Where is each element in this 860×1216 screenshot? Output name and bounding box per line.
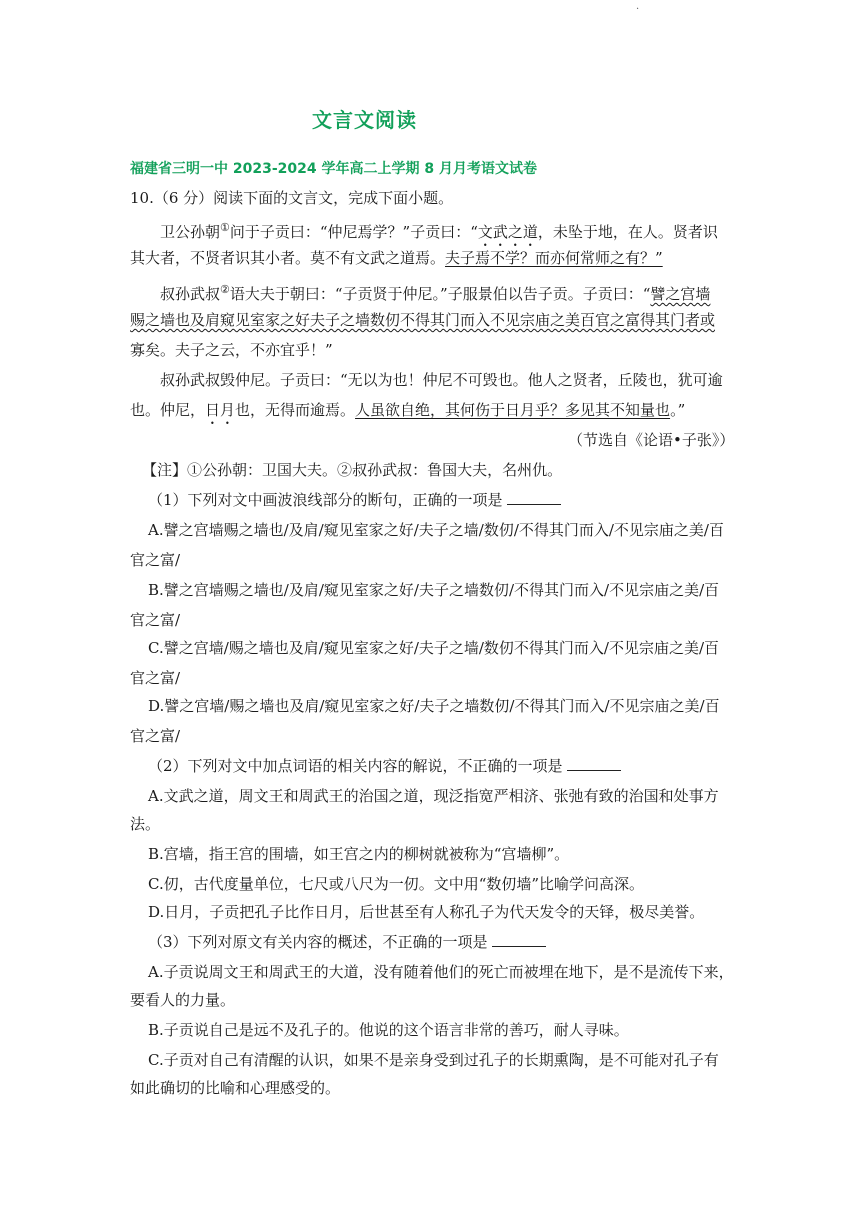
sq1-option-a-line1: A.譬之宫墙赐之墙也/及肩/窥见室家之好/夫子之墙/数仞/不得其门而入/不见宗庙之美/百 [148,521,724,539]
footnote-1-marker: ① [220,221,230,234]
dotted-term-wenwu: 文武之道 [477,223,538,241]
exam-source: 福建省三明一中 2023-2024 学年高二上学期 8 月月考语文试卷 [130,161,537,177]
sq3-option-a-line1: A.子贡说周文王和周武王的大道，没有随着他们的死亡而被埋在地下，是不是流传下来， [148,963,734,981]
passage-citation: （节选自《论语•子张》） [568,431,735,449]
p3-line2-text-c: 。” [670,401,686,419]
question-stem: 10.（6 分）阅读下面的文言文，完成下面小题。 [130,189,454,207]
passage-p3-line1: 叔孙武叔毁仲尼。子贡曰：“无以为也！仲尼不可毁也。他人之贤者，丘陵也，犹可逾 [160,371,723,389]
note-2-mark: ② [337,461,353,479]
sq3-option-b: B.子贡说自己是远不及孔子的。他说的这个语言非常的善巧，耐人寻味。 [148,1021,629,1039]
passage-p1-line2 [130,248,663,268]
sub-question-3-prompt [148,932,546,952]
p3-line2-text-a: 也。仲尼， [130,401,206,419]
passage-p2-line1 [160,280,710,304]
sub-question-2-text: （2）下列对文中加点词语的相关内容的解说，不正确的一项是 [148,757,563,775]
sq1-option-d-line1: D.譬之宫墙/赐之墙也及肩/窥见室家之好/夫子之墙数仞/不得其门而入/不见宗庙之美/百 [148,697,720,715]
answer-blank-2[interactable] [567,756,621,771]
sq1-option-c-line2: 官之富/ [130,669,181,687]
sq3-option-c-line2: 如此确切的比喻和心理感受的。 [130,1079,341,1097]
note-1-mark: ① [187,461,203,479]
sub-question-3-text: （3）下列对原文有关内容的概述，不正确的一项是 [148,933,488,951]
dotted-term-riyue: 日月 [205,401,236,419]
answer-blank-3[interactable] [492,932,546,947]
passage-p1-line1 [160,218,718,250]
sq1-option-b-line2: 官之富/ [130,611,181,629]
p3-line2-text-b: 也，无得而逾焉。 [235,401,356,419]
sq2-option-b: B.宫墙，指王宫的围墙，如王宫之内的柳树就被称为“宫墙柳”。 [148,845,570,863]
passage-p2-line3: 寡矣。夫子之云，不亦宜乎！” [130,341,333,359]
sq3-option-a-line2: 要看人的力量。 [130,991,236,1009]
sub-question-2-prompt [148,756,621,776]
sq2-option-a-line2: 法。 [130,815,161,833]
sq3-option-c-line1: C.子贡对自己有清醒的认识，如果不是亲身受到过孔子的长期熏陶，是不可能对孔子有 [148,1051,719,1069]
footnotes [142,460,562,480]
answer-blank-1[interactable] [507,490,561,505]
passage-p2-line2 [130,310,715,330]
underlined-sentence-2: 人虽欲自绝，其何伤于日月乎？多见其不知量也 [355,401,671,419]
sq1-option-d-line2: 官之富/ [130,727,181,745]
p2-text-a: 叔孙武叔 [160,285,221,303]
sub-question-1-text: （1）下列对文中画波浪线部分的断句，正确的一项是 [148,491,503,509]
note-2-text: 叔孙武叔：鲁国大夫，名州仇。 [352,461,563,479]
wavy-line-start: 譬之宫墙 [650,285,711,303]
sq2-option-d: D.日月，子贡把孔子比作日月，后世甚至有人称孔子为代天发令的天铎，极尽美誉。 [148,903,705,921]
sq2-option-c: C.仞，古代度量单位，七尺或八尺为一仞。文中用“数仞墙”比喻学问高深。 [148,875,645,893]
page-title: 文言文阅读 [312,108,417,132]
sub-question-1-prompt [148,490,561,510]
p1-text-a: 卫公孙朝 [160,223,221,241]
p1-text-b: 问于子贡曰：“仲尼焉学？”子贡曰：“ [229,223,478,241]
underlined-sentence-1: 夫子焉不学？而亦何常师之有？” [445,249,663,267]
p1-text-c: ，未坠于地，在人。贤者识 [537,223,718,241]
sq1-option-a-line2: 官之富/ [130,551,181,569]
header-mark: · [636,4,640,15]
p1-line2-text: 其大者，不贤者识其小者。莫不有文武之道焉。 [130,249,446,267]
sq1-option-b-line1: B.譬之宫墙赐之墙也/及肩/窥见室家之好/夫子之墙数仞/不得其门而入/不见宗庙之美/百 [148,581,720,599]
sq2-option-a-line1: A.文武之道，周文王和周武王的治国之道，现泛指宽严相济、张弛有致的治国和处事方 [148,787,719,805]
sq1-option-c-line1: C.譬之宫墙/赐之墙也及肩/窥见室家之好/夫子之墙/数仞不得其门而入/不见宗庙之美/百 [148,639,720,657]
footnote-2-marker: ② [220,283,230,296]
p2-text-b: 语大夫于朝曰：“子贡贤于仲尼。”子服景伯以告子贡。子贡曰：“ [229,285,651,303]
note-1-text: 公孙朝：卫国大夫。 [202,461,338,479]
note-label: 【注】 [142,461,188,479]
passage-p3-line2 [130,400,685,428]
wavy-line-sentence: 赐之墙也及肩窥见室家之好夫子之墙数仞不得其门而入不见宗庙之美百官之富得其门者或 [130,311,716,329]
